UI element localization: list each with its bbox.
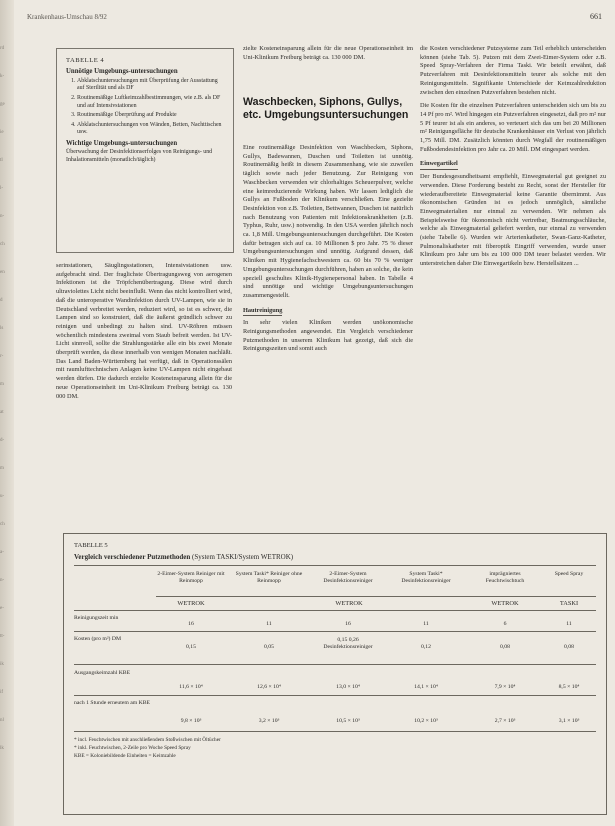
margin-mark: ik — [0, 662, 4, 667]
margin-mark: nl — [0, 718, 4, 723]
margin-mark: if — [0, 690, 4, 695]
table-4-heading-unnecessary: Unnötige Umgebungs-untersuchungen — [66, 67, 178, 75]
margin-mark: r- — [0, 354, 4, 359]
table-cell: 16 — [345, 621, 351, 627]
section-heading-waschbecken: Waschbecken, Siphons, Gullys, etc. Umgebungsuntersuchungen — [243, 96, 409, 121]
table-rule — [74, 731, 596, 732]
brand-label: WETROK — [491, 600, 519, 607]
table-4-box — [56, 48, 234, 253]
table-rule — [74, 565, 596, 566]
margin-mark: d- — [0, 438, 5, 443]
table-cell: 14,1 × 10⁴ — [414, 684, 438, 690]
margin-mark: tl — [0, 158, 3, 163]
list-item: 4. Abklatschuntersuchungen von Wänden, Betten, Nachttischen usw. — [77, 122, 224, 137]
subheading-einwegartikel: Einwegartikel — [420, 160, 458, 170]
table-4-important-text: Überwachung der Desinfektionserfolges von Reinigungs- und Inhalationsmitteln (monatlich/täglich) — [66, 149, 213, 163]
margin-mark: ch — [0, 242, 5, 247]
footnote: * incl. Feuchtwischen mit anschließendem Stoßwischen mit Öltücher — [74, 737, 221, 743]
table-cell: 3,2 × 10³ — [258, 718, 280, 724]
brand-label: WETROK — [177, 600, 205, 607]
margin-mark: n- — [0, 578, 5, 583]
table-cell: 0,08 — [564, 644, 574, 650]
column-2-intro — [243, 45, 413, 62]
table-cell: 7,9 × 10⁴ — [494, 684, 516, 690]
subheading-hautreinigung: Hautreinigung — [243, 307, 282, 317]
margin-mark: l- — [0, 186, 4, 191]
row-label: Reinigungszeit min — [74, 615, 119, 621]
table-cell: 0,08 — [500, 644, 510, 650]
table-rule — [156, 596, 596, 597]
table-cell: 10,2 × 10³ — [414, 718, 438, 724]
table-cell: 11 — [266, 621, 272, 627]
margin-mark: ch — [0, 522, 5, 527]
paragraph: serinstationen, Säuglingsstationen, Intensivstationen usw. aufgebracht sind. Der fraglichste Übertragungsweg von aerogenen Infektionen ist die Tröpfchenübertragung. Diese wird durch ultraviolettes Licht nicht beeinflußt. Wenn das nicht kontrolliert wird, daß die unteroperative Wandinfektion durch UV-Lampen, wie sie in Deutschland verbreitet werden, reduziert wird, so ist es schwer, die Lampen sind so konstruiert, daß die äußerst gründlich schwer zu reinigen und unbedingt zu halten sind. UV-Röhren müssen wöchentlich mindestens zweimal vom Staub befreit werden. Ist UV-Licht sinnvoll, sollte die Strahlungsstärke alle ein bis zwei Monate überprüft werden, da diese innerhalb von wenigen Monaten nachläßt. Das Land Baden-Württemberg hat verfügt, daß in Operationssälen mit raumlufttechnischen Anlagen keine UV-Lampen nicht eingebaut werden dürfen. Die dadurch erzielte Kosteneinsparung allein für die neue Operationseinheit im Uni-Klinikum Freiburg beträgt ca. 130 000 DM. — [56, 262, 232, 400]
margin-mark: u- — [0, 494, 5, 499]
column-2-body — [243, 144, 413, 354]
page-number: 661 — [590, 12, 602, 21]
table-cell: 9,8 × 10³ — [180, 718, 202, 724]
list-item: 2. Routinemäßige Luftkeimzahlbestimmungen, wie z.B. als DF und auf Intensivstationen — [77, 95, 224, 110]
table-cell: 0,05 — [264, 644, 274, 650]
table-cell: 16 — [188, 621, 194, 627]
margin-mark: at — [0, 410, 4, 415]
row-label: Ausgangskeimzahl KBE — [74, 670, 131, 676]
margin-mark: e- — [0, 606, 4, 611]
paragraph: Die Kosten für die einzelnen Putzverfahren unterscheiden sich um bis zu 14 Pf pro m². Wird hingegen ein Putzverfahren eingesetzt, daß pro m² nur 5 Pf teurer ist als ein anderes, so verteuert sich das um bei 20 Millionen m² Reinigungsfläche für deutsche Krankenhäuser ein Verlust von jährlich 1,75 Mill. DM. Zusätzlich könnten durch Wegfall der routinemäßigen Fußbodendesinfektion pro Jahr ca. 20 Mill. DM eingespart werden. — [420, 102, 606, 153]
margin-mark: ge — [0, 102, 5, 107]
footnote: * inkl. Feuchtwischen, 2-Zeile pro Woche Speed Spray — [74, 745, 191, 751]
table-rule — [74, 631, 596, 632]
table-cell: 0,12 — [421, 644, 431, 650]
margin-mark: ie — [0, 130, 4, 135]
table-cell: 8,5 × 10⁴ — [558, 684, 580, 690]
table-4-label: TABELLE 4 — [66, 57, 105, 64]
table-rule — [74, 610, 596, 611]
table-5-title — [74, 554, 293, 561]
paragraph: Eine routinemäßige Desinfektion von Waschbecken, Siphons, Gullys, Badewannen, Duschen und Toiletten ist unnötig. Routinemäßig heißt in diesem Zusammenhang, wie sie zuweilen täglich sowie nach jeder Benutzung. Zur Reinigung von Waschbecken verwenden wir chlorhaltiges Scheuerpulver, welche eine keimreduzierende Wirkung haben. Wir lassen lediglich die Gullys an Fußboden der Klinikum verschließen. Eine gezielte Desinfektion von z.B. Toiletten, Bettwannen, Duschen ist natürlich nach Benutzung von Patienten mit Infektionskrankheiten (z.B. Typhus, Ruhr, usw.) notwendig. In den USA werden jährlich noch ca. 1,8 Mill. Umgebungsuntersuchungen durchgeführt. Die Kosten dafür betragen sich auf ca. 10 Millionen $ pro Jahr. 75 % dieser Umgebungsuntersuchungen sind unnötig. Aufgrund dessen, daß Kliniken mit Hygienefachschwestern ca. 60 bis 70 % weniger Umgebungsuntersuchungen durchführen, haben an solche, die kein speziell geschultes Klinik-Hygienepersonal haben. In Tabelle 4 sind unnötige und wichtige Umgebungsuntersuchungen zusammengestellt. — [243, 144, 413, 299]
table-5-label: TABELLE 5 — [74, 542, 108, 549]
paragraph: In sehr vielen Kliniken werden unökonomische Reinigungsmethoden angewendet. Ein Vergleich verschiedener Putzmethoden in unserem Klinikum hat gezeigt, daß sich die Reinigungszeiten und somit auch — [243, 319, 413, 353]
margin-mark: rd — [0, 46, 5, 51]
table-cell: 11 — [423, 621, 429, 627]
footnote: KBE = Koloniebildende Einheiten = Keimzahle — [74, 753, 176, 759]
margin-strip — [0, 14, 10, 804]
margin-mark: tt- — [0, 634, 5, 639]
table-rule — [74, 695, 596, 696]
column-header: Speed Spray — [554, 571, 584, 577]
table-cell: 12,6 × 10⁴ — [257, 684, 281, 690]
running-header: Krankenhaus-Umschau 8/92 — [27, 13, 107, 21]
table-cell: 10,5 × 10³ — [336, 718, 360, 724]
table-5-title-text: Vergleich verschiedener Putzmethoden — [74, 553, 191, 561]
brand-label: WETROK — [335, 600, 363, 607]
margin-mark: n- — [0, 214, 5, 219]
paragraph: zielte Kosteneinsparung allein für die neue Operationseinheit im Uni-Klinikum Freiburg beträgt ca. 130 000 DM. — [243, 45, 413, 61]
table-cell: 11,6 × 10⁴ — [179, 684, 203, 690]
table-cell: 2,7 × 10³ — [494, 718, 516, 724]
margin-mark: a- — [0, 550, 4, 555]
table-cell: 6 — [503, 621, 507, 627]
table-4-list-unnecessary — [66, 78, 224, 137]
margin-mark: d — [0, 298, 3, 303]
column-header: System Taski* Reiniger ohne Reinmopp — [235, 571, 303, 584]
paragraph: die Kosten verschiedener Putzsysteme zum Teil erheblich unterscheiden können (siehe Tab. 5). Putzen mit dem Zwei-Eimer-System oder z.B. Speed Spray-Verfahren der Firma Taski. Wir beteilt erwähnt, daß Putzverfahren mit Desinfektionsmitteln teurer als solche mit den Reinigungsmitteln. Signifikante Unterschiede der Keimzahlreduktion zwischen den einzelnen Putzverfahren bestehen nicht. — [420, 45, 606, 96]
column-header: imprägniertes Feuchtwischtuch — [485, 571, 525, 584]
table-4-heading-important: Wichtige Umgebungs-untersuchungen — [66, 139, 178, 147]
column-header: System Taski* Desinfektionsreiniger — [401, 571, 451, 584]
margin-mark: en — [0, 270, 5, 275]
list-item: 3. Routinemäßige Überprüfung auf Produkte — [77, 112, 224, 120]
table-cell: 0,15 — [186, 644, 196, 650]
column-header: 2-Eimer-System Desinfektionsreiniger — [323, 571, 373, 584]
table-rule — [74, 664, 596, 665]
table-cell: 0,15 0,26 Desinfektionsreiniger — [323, 637, 373, 650]
table-cell: 11 — [566, 621, 572, 627]
table-cell: 13,0 × 10⁴ — [336, 684, 360, 690]
brand-label: TASKI — [559, 600, 579, 607]
margin-mark: k- — [0, 74, 5, 79]
margin-mark: ls — [0, 326, 4, 331]
table-5-box — [63, 533, 607, 815]
margin-mark: lk — [0, 746, 4, 751]
column-header: 2-Eimer-System Reiniger mit Reinmopp — [157, 571, 225, 584]
margin-mark: m — [0, 382, 4, 387]
table-5-subtitle: (System TASKI/System WETROK) — [192, 553, 294, 561]
list-item: 1. Abklatschuntersuchungen mit Überprüfung der Ausstattung auf Sterilität und als DF — [77, 78, 224, 93]
margin-mark: m — [0, 466, 4, 471]
table-cell: 3,1 × 10³ — [558, 718, 580, 724]
paragraph: Der Bundesgesundheitsamt empfiehlt, Einwegmaterial gut geeignet zu verwenden. Diese Forderung besteht zu Recht, sonst der Hersteller für wiederaufbereitete Einwegmaterial keine Garantie übernimmt. Aus ökonomischen Gründen ist es jedoch unmöglich, sämtliche Einwegmaterialien nur einmal zu verwenden. Wir nehmen als Beispielsweise für ökonomisch nicht vertretbar, Beatmungsschläuche, welche als Einwegmaterial geliefert werden, nur einmal zu verwenden (siehe Tabelle 6). Wurden wir Arterienkatheter, Swan-Ganz-Katheter, Pulmonaliskatheter mit fiberoptik Eingriff verwenden, wurde unser Klinikum pro Jahr um bis zu 100 000 DM teuer belastet werden. Wir unterstreichen daher Die Einwegartikeln bzw. Herstellsätzen ... — [420, 173, 606, 268]
column-1-body — [56, 262, 232, 401]
column-3-body — [420, 45, 606, 269]
row-label: Kosten (pro m²) DM — [74, 636, 122, 642]
row-label: nach 1 Stunde erneutem am KBE — [74, 700, 150, 706]
